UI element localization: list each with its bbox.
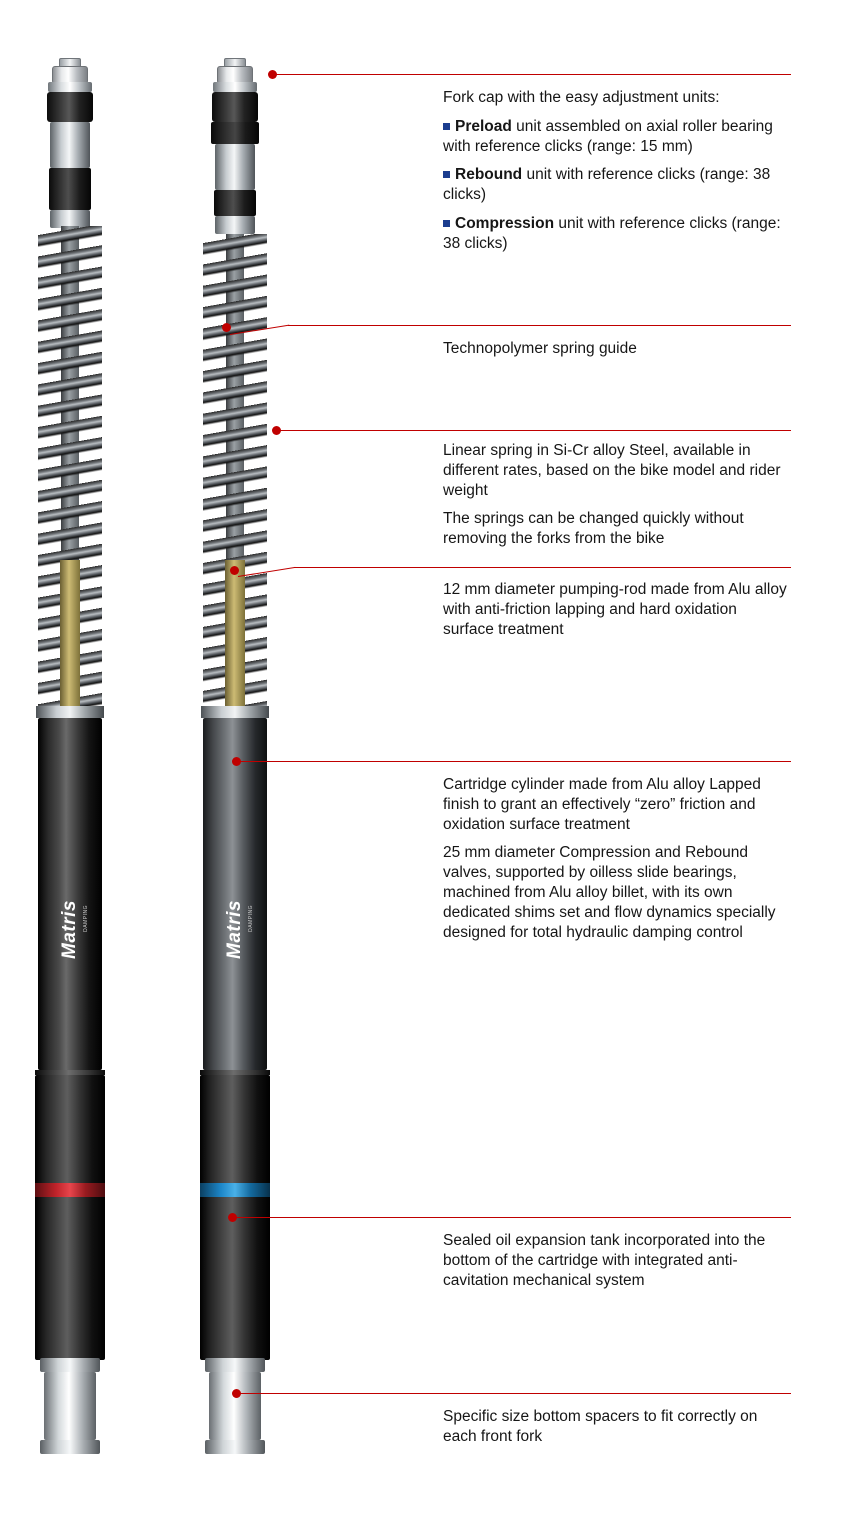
brand-logo-sub-right: DAMPING <box>248 905 254 932</box>
callout-leader-oil-tank <box>236 1217 791 1218</box>
fork-cap-item-rebound <box>443 165 791 205</box>
right-bottom-spacer-foot <box>205 1440 265 1454</box>
preload-text: unit assembled on axial roller bearing with reference clicks (range: 15 mm) <box>443 117 773 155</box>
preload-label: Preload <box>455 117 512 135</box>
callout-leader-spring-guide <box>288 325 791 326</box>
compression-label: Compression <box>455 215 555 233</box>
left-cap-lower-body <box>49 168 91 210</box>
left-outer-tube <box>38 718 102 1070</box>
callout-leader-linear-spring <box>280 430 791 431</box>
oil-tank-p1: Sealed oil expansion tank incorporated into the bottom of the cartridge with integrated anti-cavitation mechanical system <box>443 1232 766 1289</box>
rebound-label: Rebound <box>455 166 523 184</box>
right-pumping-rod <box>225 560 245 708</box>
fork-illustration-left <box>10 0 130 1533</box>
right-bottom-spacer <box>209 1372 261 1440</box>
left-adjuster-collar <box>50 122 90 168</box>
right-color-band-blue <box>200 1183 270 1197</box>
callout-dot-pumping-rod <box>230 566 239 575</box>
left-bottom-ring <box>40 1358 100 1372</box>
pumping-rod-p1: 12 mm diameter pumping-rod made from Alu alloy with anti-friction lapping and hard oxidation surface treatment <box>443 581 787 638</box>
spring-guide-p1: Technopolymer spring guide <box>443 340 637 357</box>
cartridge-p1: Cartridge cylinder made from Alu alloy Lapped finish to grant an effectively “zero” friction and oxidation surface treatment <box>443 776 761 833</box>
fork-illustration-right <box>175 0 295 1533</box>
callout-leader-fork-cap <box>276 74 791 75</box>
brand-logo-right: Matris <box>224 900 245 959</box>
callout-text-spring-guide <box>443 339 791 359</box>
compression-text: unit with reference clicks (range: 38 clicks) <box>443 215 781 252</box>
callout-text-linear-spring <box>443 441 791 549</box>
fork-cap-intro: Fork cap with the easy adjustment units: <box>443 89 720 106</box>
right-cartridge-cylinder <box>203 718 267 1070</box>
brand-logo-sub-left: DAMPING <box>83 905 89 932</box>
left-color-band-red <box>35 1183 105 1197</box>
right-cap-lower-body <box>214 190 256 216</box>
fork-cap-item-preload <box>443 117 791 157</box>
rebound-text: unit with reference clicks (range: 38 clicks) <box>443 166 771 204</box>
right-cap-ring <box>213 82 257 92</box>
callout-dot-spring-guide <box>222 323 231 332</box>
right-adjuster-collar <box>215 144 255 190</box>
left-bottom-spacer <box>44 1372 96 1440</box>
bullet-square-icon <box>443 220 450 227</box>
left-cartridge-collar <box>36 706 104 718</box>
left-pumping-rod <box>60 560 80 708</box>
linear-spring-p1: Linear spring in Si-Cr alloy Steel, available in different rates, based on the bike model and rider weight <box>443 442 781 499</box>
callout-leader-bottom-spacers <box>240 1393 791 1394</box>
bullet-square-icon <box>443 171 450 178</box>
callout-leader-pumping-rod <box>294 567 791 568</box>
right-cap-body <box>212 92 258 122</box>
linear-spring-p2: The springs can be changed quickly without removing the forks from the bike <box>443 510 744 548</box>
right-cap-hex <box>211 122 259 144</box>
callout-text-pumping-rod <box>443 580 791 639</box>
callout-text-fork-cap <box>443 88 791 254</box>
callout-leader-cartridge <box>240 761 791 762</box>
bottom-spacers-p1: Specific size bottom spacers to fit correctly on each front fork <box>443 1408 758 1445</box>
brand-logo-left: Matris <box>59 900 80 959</box>
callout-text-oil-tank <box>443 1231 791 1290</box>
cartridge-p2: 25 mm diameter Compression and Rebound valves, supported by oilless slide bearings, machined from Alu alloy billet, with its own dedicated shims set and flow dynamics specially designed for total hydraulic damping control <box>443 844 776 941</box>
callout-text-cartridge <box>443 775 791 943</box>
bullet-square-icon <box>443 123 450 130</box>
fork-cap-item-compression <box>443 214 791 254</box>
right-spring-guide <box>215 216 255 234</box>
left-cap-body <box>47 92 93 122</box>
right-bottom-ring <box>205 1358 265 1372</box>
left-bottom-spacer-foot <box>40 1440 100 1454</box>
left-cap-ring <box>48 82 92 92</box>
callout-text-bottom-spacers <box>443 1407 791 1447</box>
right-cartridge-collar <box>201 706 269 718</box>
left-lower-tube <box>35 1075 105 1360</box>
